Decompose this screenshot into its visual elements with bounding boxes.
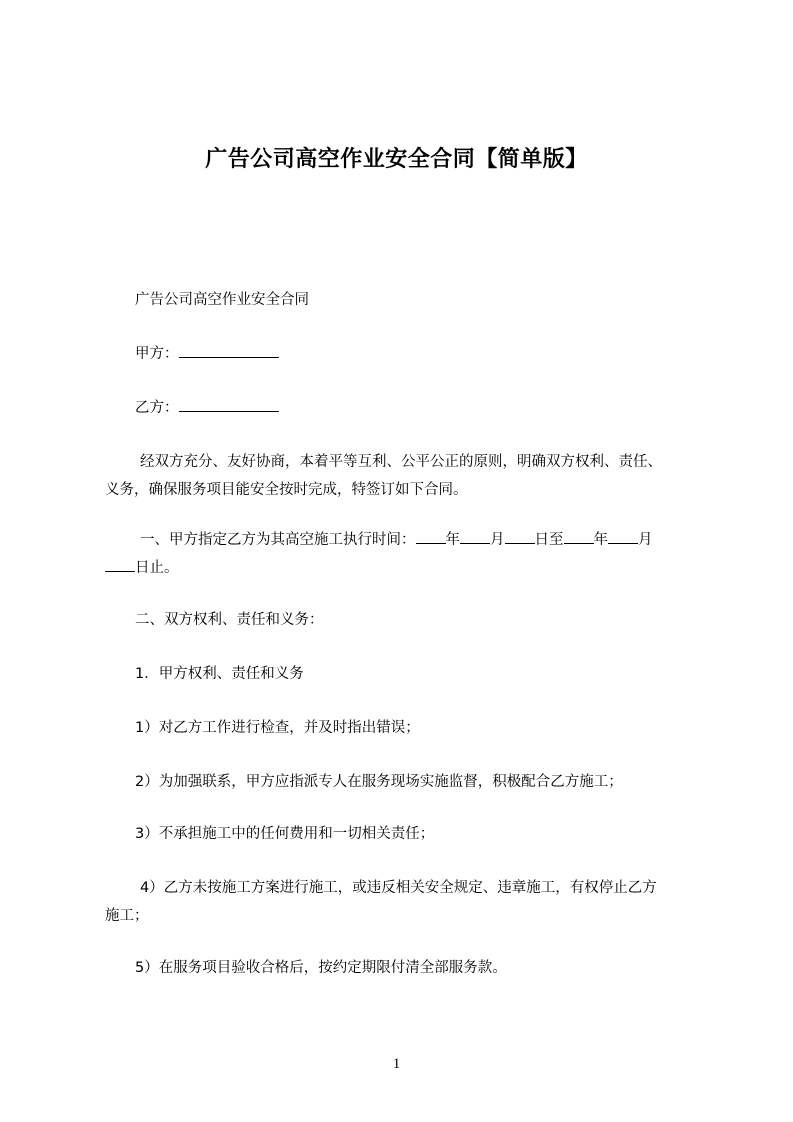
party-b-label: 乙方： (135, 400, 179, 416)
party-a-blank (179, 341, 279, 358)
party-b-blank (179, 395, 279, 412)
item-4-line-2: 施工； (105, 908, 149, 924)
end-month-blank (608, 527, 638, 544)
intro-line-1: 经双方充分、友好协商，本着平等互利、公平公正的原则，明确双方权利、责任、 (140, 454, 662, 470)
contract-subtitle: 广告公司高空作业安全合同 (135, 292, 309, 308)
item-5: 5）在服务项目验收合格后，按约定期限付清全部服务款。 (135, 960, 507, 976)
clause-2-1: 1．甲方权利、责任和义务 (135, 666, 304, 682)
start-month-blank (460, 527, 490, 544)
item-3: 3）不承担施工中的任何费用和一切相关责任； (135, 826, 435, 842)
party-a-line (105, 338, 735, 371)
intro-line-2: 义务，确保服务项目能安全按时完成，特签订如下合同。 (105, 482, 468, 498)
party-b-line (105, 392, 735, 425)
unit-month-2: 月 (638, 532, 653, 548)
unit-year: 年 (445, 532, 460, 548)
clause-1-line-2 (105, 552, 705, 585)
unit-month: 月 (490, 532, 505, 548)
item-2: 2）为加强联系，甲方应指派专人在服务现场实施监督，积极配合乙方施工； (135, 774, 623, 790)
document-title: 广告公司高空作业安全合同【简单版】 (205, 147, 588, 172)
item-1: 1）对乙方工作进行检查，并及时指出错误； (135, 720, 420, 736)
page-number: 1 (392, 1056, 401, 1072)
item-4-line-1: 4）乙方未按施工方案进行施工，或违反相关安全规定、违章施工，有权停止乙方 (140, 880, 657, 896)
unit-day-to: 日至 (534, 532, 564, 548)
clause-2: 二、双方权利、责任和义务： (135, 612, 324, 628)
start-day-blank (505, 527, 535, 544)
unit-day-end: 日止。 (135, 560, 179, 576)
unit-year-2: 年 (593, 532, 608, 548)
clause-1-prefix: 一、甲方指定乙方为其高空施工执行时间： (140, 532, 416, 548)
end-year-blank (564, 527, 594, 544)
end-day-blank (105, 555, 135, 572)
party-a-label: 甲方： (135, 346, 179, 362)
start-year-blank (416, 527, 446, 544)
